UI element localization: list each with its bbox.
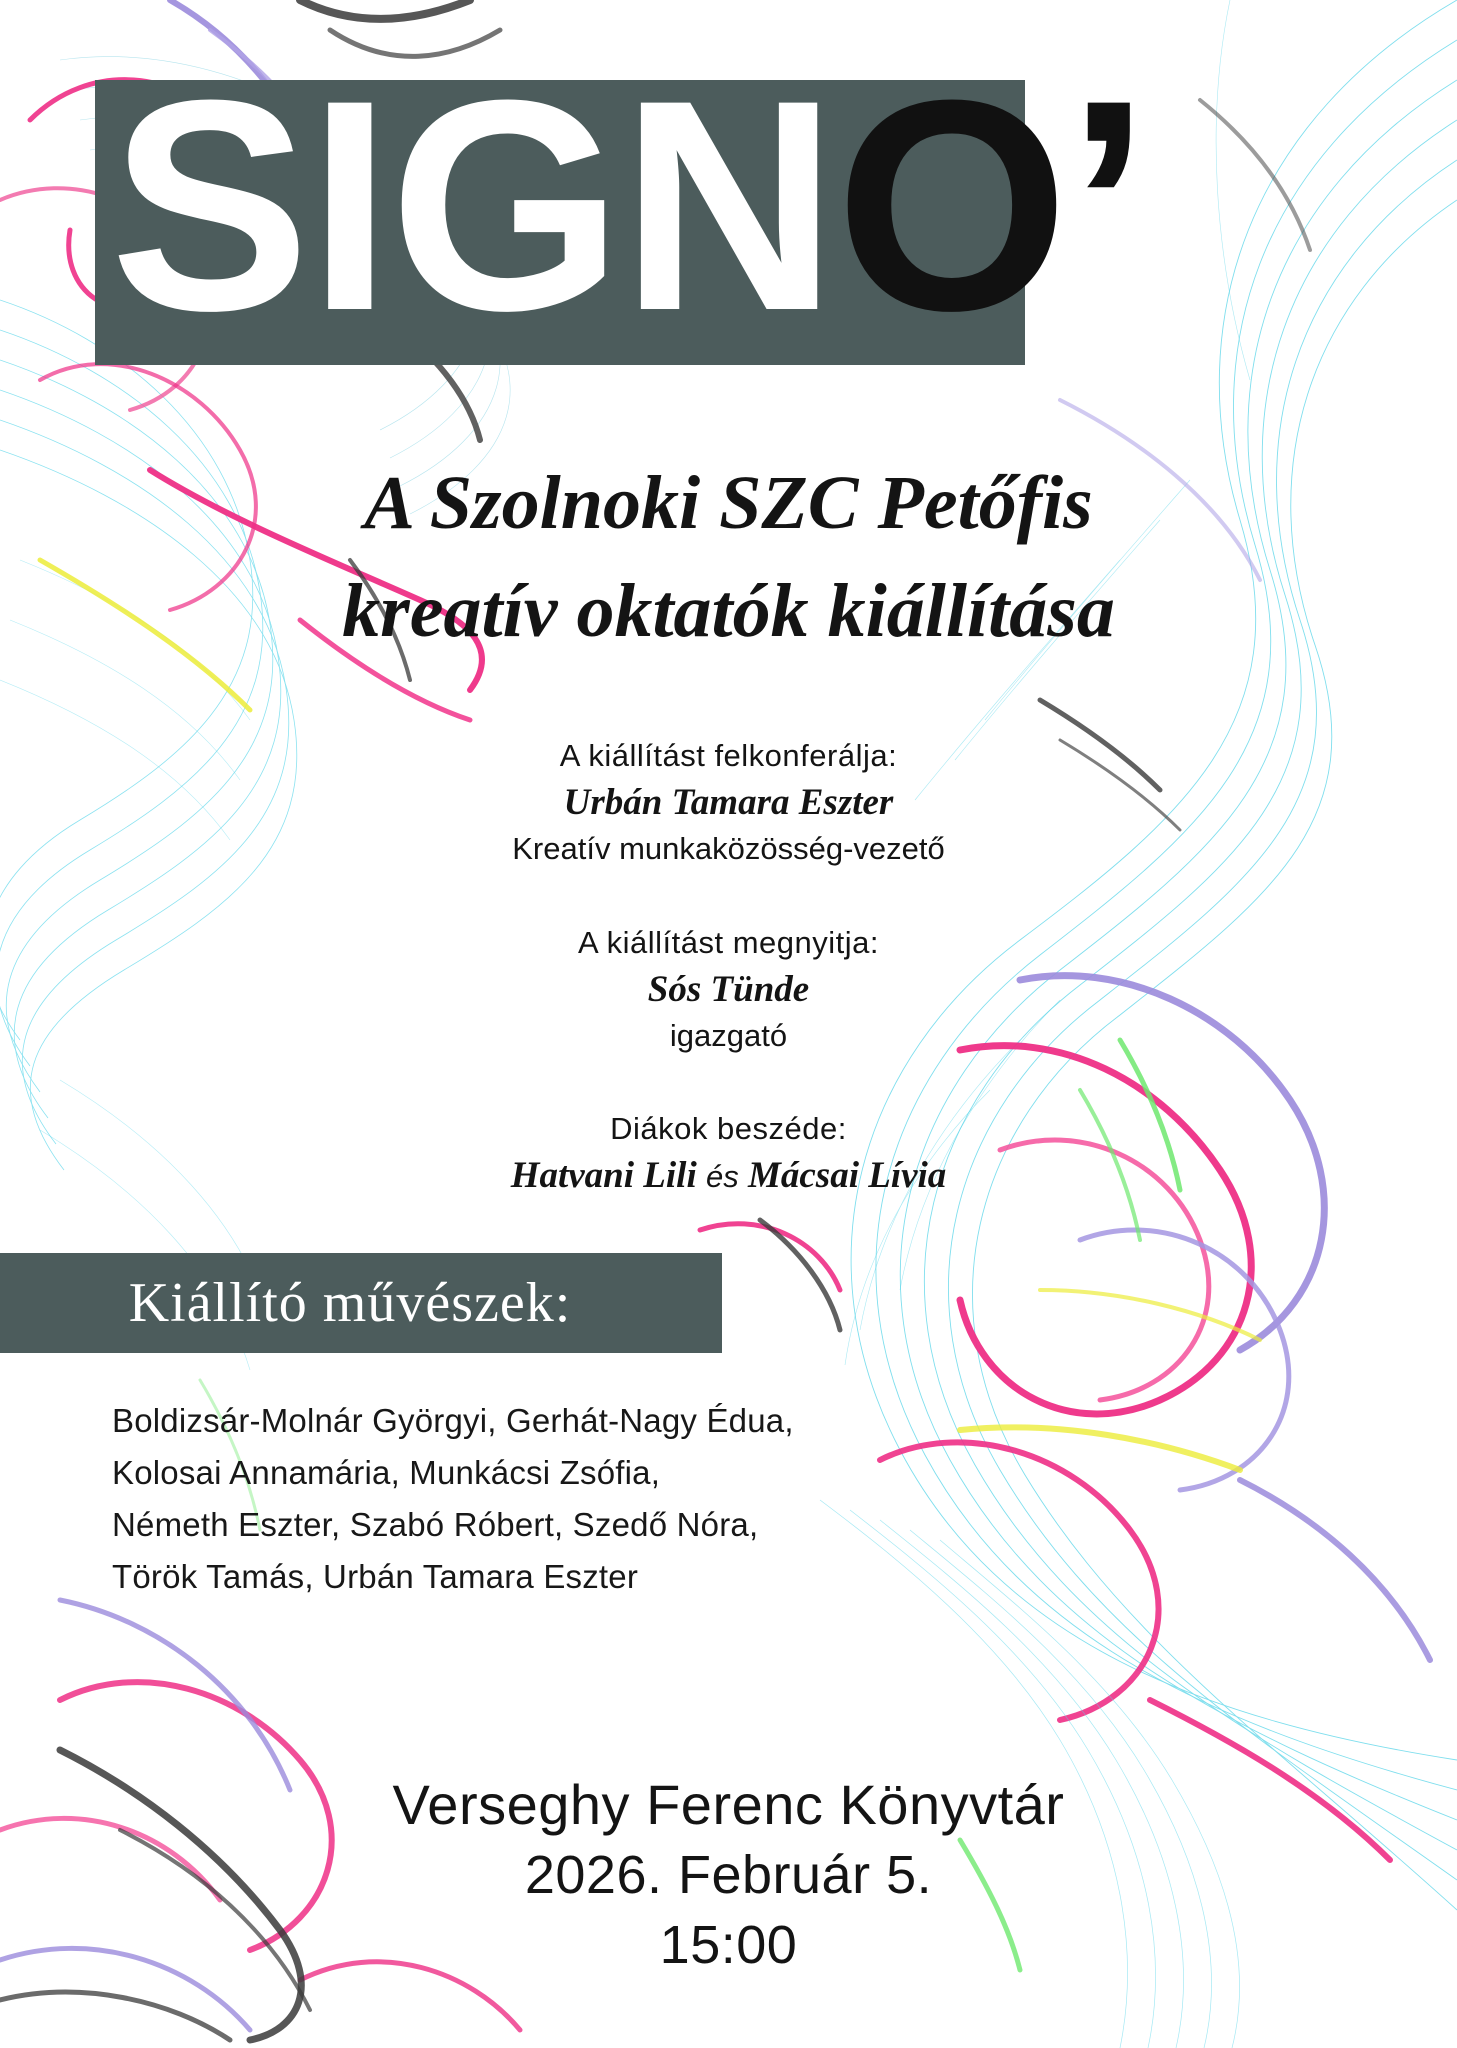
artists-line-1: Boldizsár-Molnár Györgyi, Gerhát-Nagy Édua, xyxy=(112,1402,794,1439)
poster-subtitle xyxy=(0,450,1457,666)
credit-group-host xyxy=(0,735,1457,870)
venue-time: 15:00 xyxy=(659,1915,798,1976)
artists-heading-band xyxy=(0,1253,722,1353)
student-name-conjunction: és xyxy=(705,1159,739,1195)
venue-name: Verseghy Ferenc Könyvtár xyxy=(392,1773,1065,1836)
title-text xyxy=(110,37,1350,373)
credit-group-students xyxy=(0,1108,1457,1200)
subtitle-line-2: kreatív oktatók kiállítása xyxy=(342,568,1115,653)
credit-sub-host: Kreatív munkaközösség-vezető xyxy=(512,831,945,867)
credit-name-host: Urbán Tamara Eszter xyxy=(563,782,894,824)
title-part-o: O xyxy=(835,37,1067,373)
student-name-1: Hatvani Lili xyxy=(510,1155,697,1197)
subtitle-line-1: A Szolnoki SZC Petőfis xyxy=(364,461,1093,545)
credit-role-host: A kiállítást felkonferálja: xyxy=(559,738,898,773)
venue-date: 2026. Február 5. xyxy=(524,1845,933,1905)
artists-heading-label: Kiállító művészek: xyxy=(128,1272,572,1334)
title-part-signo-white: SIGN xyxy=(110,37,836,373)
credit-sub-opener: igazgató xyxy=(669,1017,788,1053)
artists-line-4: Török Tamás, Urbán Tamara Eszter xyxy=(112,1558,639,1596)
artists-line-2: Kolosai Annamária, Munkácsi Zsófia, xyxy=(112,1454,661,1492)
artists-line-3: Németh Eszter, Szabó Róbert, Szedő Nóra, xyxy=(112,1506,759,1544)
poster-title xyxy=(0,37,1457,373)
credit-role-opener: A kiállítást megnyitja: xyxy=(578,924,879,960)
credit-name-students xyxy=(0,1152,1457,1200)
credits-block xyxy=(0,735,1457,1203)
title-apostrophe: ’ xyxy=(1066,37,1149,373)
artists-list xyxy=(112,1395,1012,1604)
credit-group-opener xyxy=(0,922,1457,1057)
credit-role-students: Diákok beszéde: xyxy=(610,1111,847,1147)
student-name-2: Mácsai Lívia xyxy=(747,1155,947,1197)
venue-block xyxy=(0,1770,1457,1980)
credit-name-opener: Sós Tünde xyxy=(647,968,810,1010)
